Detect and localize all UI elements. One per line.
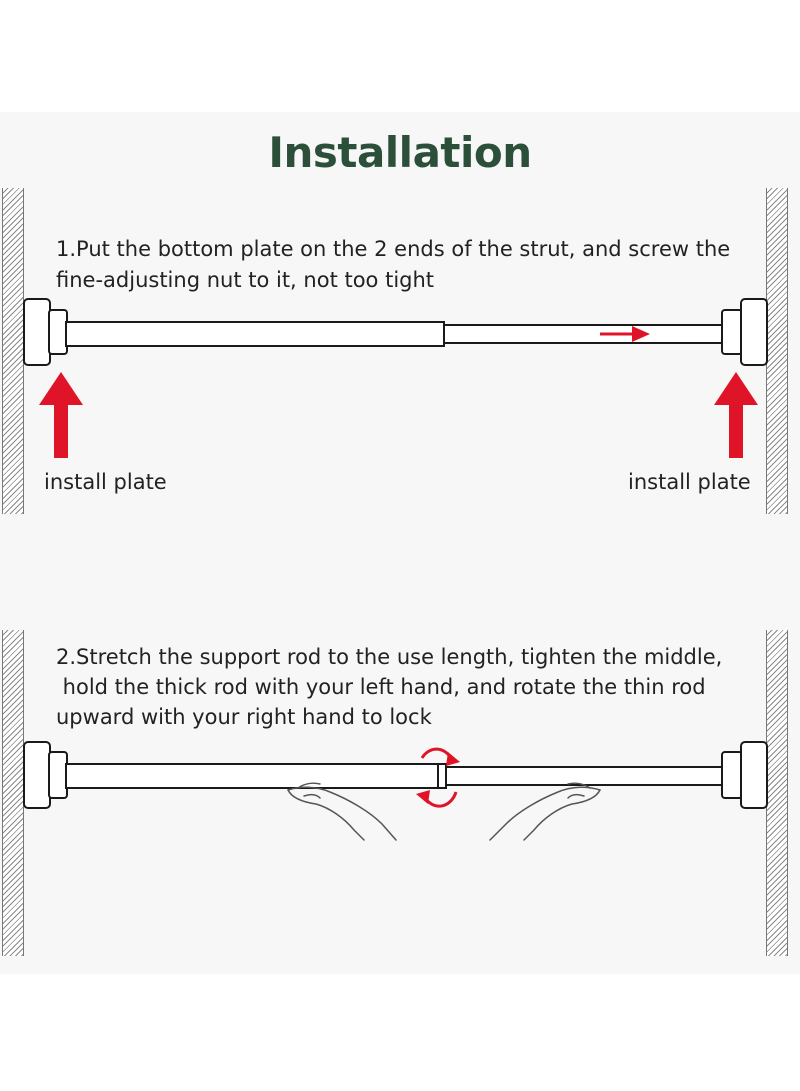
step2-thin-rod <box>446 767 722 785</box>
install-plate-label-right: install plate <box>628 470 751 494</box>
step1-thick-rod <box>66 322 444 346</box>
step1-thin-rod <box>444 325 724 343</box>
step2-instruction-line1: 2.Stretch the support rod to the use length, tighten the middle, <box>56 645 723 669</box>
install-plate-label-left: install plate <box>44 470 167 494</box>
page-title: Installation <box>268 128 532 177</box>
step2-instruction-line3: upward with your right hand to lock <box>56 705 432 729</box>
right-hand-icon <box>490 783 600 840</box>
step1-instruction-line2: fine-adjusting nut to it, not too tight <box>56 268 435 292</box>
step2-left-end-cap <box>24 742 67 808</box>
step2-right-end-cap <box>722 742 767 808</box>
left-hand-icon <box>288 783 396 840</box>
up-arrow-icon-left <box>39 372 83 458</box>
step1-instruction-line1: 1.Put the bottom plate on the 2 ends of the strut, and screw the <box>56 237 731 261</box>
step2-coupling <box>438 764 446 788</box>
step2-thick-rod <box>66 764 440 788</box>
step2-instruction-line2: hold the thick rod with your left hand, and rotate the thin rod <box>56 675 706 699</box>
step1-right-end-cap <box>722 299 767 365</box>
up-arrow-icon-right <box>714 372 758 458</box>
step1-left-end-cap <box>24 299 67 365</box>
